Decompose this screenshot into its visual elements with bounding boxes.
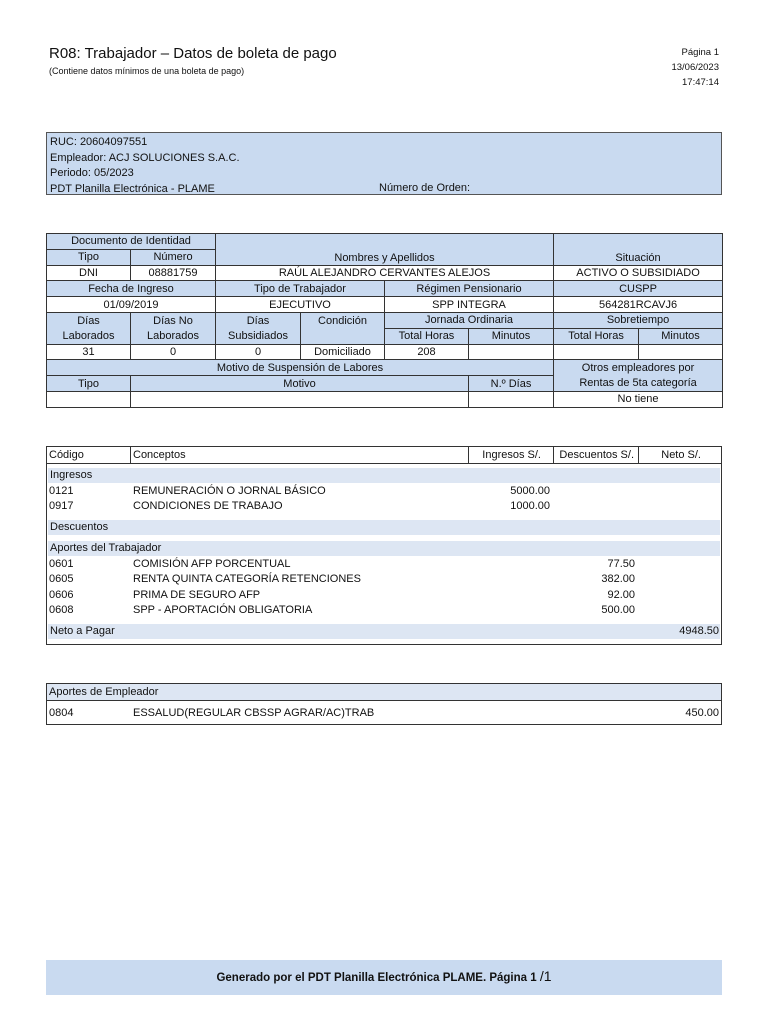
net-pay-label: Neto a Pagar <box>50 625 115 637</box>
concept-code: 0917 <box>49 500 74 512</box>
worker-type-label: Tipo de Trabajador <box>216 281 385 297</box>
worker-contributions-section <box>48 541 720 556</box>
pension-regime: SPP INTEGRA <box>385 297 554 313</box>
days-subsidized-label-2: Subsidiados <box>216 328 301 344</box>
employer-name: Empleador: ACJ SOLUCIONES S.A.C. <box>50 151 240 164</box>
ruc: RUC: 20604097551 <box>50 136 148 148</box>
income-header: Ingresos S/. <box>482 449 541 461</box>
net-pay-row <box>48 624 720 639</box>
deductions-header: Descuentos S/. <box>559 449 634 461</box>
doc-identity-label: Documento de Identidad <box>47 234 216 250</box>
employer-info-box <box>46 132 722 195</box>
worker-type: EJECUTIVO <box>216 297 385 313</box>
concept-code: 0608 <box>49 604 74 616</box>
concept-deduction: 77.50 <box>607 558 635 570</box>
concepts-header-label: Conceptos <box>133 449 186 461</box>
table-row <box>47 557 721 572</box>
days-worked-label-2: Laborados <box>47 328 131 344</box>
table-row <box>47 572 721 587</box>
concept-deduction: 500.00 <box>601 604 635 616</box>
ordinary-total-hours-label: Total Horas <box>385 328 469 344</box>
cuspp-label: CUSPP <box>554 281 723 297</box>
ordinary-total-hours: 208 <box>385 344 469 360</box>
employer-contributions-header <box>47 684 721 701</box>
suspension-days-label: N.º Días <box>469 376 554 392</box>
overtime-total-hours <box>554 344 639 360</box>
employer-contributions-title: Aportes de Empleador <box>49 686 159 698</box>
report-title: R08: Trabajador – Datos de boleta de pago <box>49 45 337 62</box>
condition-label-spacer <box>301 328 385 344</box>
ordinary-hours-label: Jornada Ordinaria <box>385 312 554 328</box>
contribution-code: 0804 <box>49 707 74 719</box>
hire-date-label: Fecha de Ingreso <box>47 281 216 297</box>
page-number: Página 1 <box>681 47 719 58</box>
pension-regime-label: Régimen Pensionario <box>385 281 554 297</box>
days-not-worked-label-1: Días No <box>131 312 216 328</box>
table-row <box>47 588 721 603</box>
days-not-worked: 0 <box>131 344 216 360</box>
code-header: Código <box>49 449 84 461</box>
deductions-section-label: Descuentos <box>50 521 109 533</box>
days-worked: 31 <box>47 344 131 360</box>
concepts-table <box>46 446 722 645</box>
concept-income: 1000.00 <box>510 500 550 512</box>
concept-deduction: 92.00 <box>607 589 635 601</box>
divider <box>130 447 131 464</box>
overtime-total-hours-label: Total Horas <box>554 328 639 344</box>
concept-code: 0601 <box>49 558 74 570</box>
worker-name: RAÚL ALEJANDRO CERVANTES ALEJOS <box>216 265 554 281</box>
report-subtitle: (Contiene datos mínimos de una boleta de pago) <box>49 66 245 76</box>
concept-name: COMISIÓN AFP PORCENTUAL <box>133 558 291 570</box>
suspension-days <box>469 391 554 407</box>
footer-text: Generado por el PDT Planilla Electrónica PLAME. Página 1 <box>216 972 540 984</box>
other-employers-label-1: Otros empleadores por <box>554 360 723 376</box>
concept-name: REMUNERACIÓN O JORNAL BÁSICO <box>133 485 326 497</box>
suspension-motive-label: Motivo <box>131 376 469 392</box>
other-employers: No tiene <box>554 391 723 407</box>
condition-label: Condición <box>301 312 385 328</box>
concept-code: 0606 <box>49 589 74 601</box>
period: Periodo: 05/2023 <box>50 167 134 179</box>
worker-contributions-label: Aportes del Trabajador <box>50 542 162 554</box>
ordinary-minutes-label: Minutos <box>469 328 554 344</box>
suspension-motive <box>131 391 469 407</box>
report-date: 13/06/2023 <box>671 62 719 73</box>
doc-type-label: Tipo <box>47 249 131 265</box>
days-worked-label-1: Días <box>47 312 131 328</box>
suspension-reason-label: Motivo de Suspensión de Labores <box>47 360 554 376</box>
net-header: Neto S/. <box>661 449 701 461</box>
concept-code: 0605 <box>49 573 74 585</box>
overtime-label: Sobretiempo <box>554 312 723 328</box>
overtime-minutes-label: Minutos <box>639 328 723 344</box>
concept-name: SPP - APORTACIÓN OBLIGATORIA <box>133 604 313 616</box>
suspension-type <box>47 391 131 407</box>
income-section <box>48 468 720 483</box>
doc-number: 08881759 <box>131 265 216 281</box>
worker-data-table <box>46 233 723 408</box>
worker-status: ACTIVO O SUBSIDIADO <box>554 265 723 281</box>
divider <box>553 447 554 464</box>
concept-code: 0121 <box>49 485 74 497</box>
concept-deduction: 382.00 <box>601 573 635 585</box>
divider <box>638 447 639 464</box>
concept-income: 5000.00 <box>510 485 550 497</box>
page-info <box>671 45 719 90</box>
days-subsidized-label-1: Días <box>216 312 301 328</box>
condition: Domiciliado <box>301 344 385 360</box>
pdt-label: PDT Planilla Electrónica - PLAME <box>50 182 215 195</box>
report-time: 17:47:14 <box>682 77 719 88</box>
cuspp: 564281RCAVJ6 <box>554 297 723 313</box>
doc-number-label: Número <box>131 249 216 265</box>
table-row <box>47 603 721 618</box>
suspension-type-label: Tipo <box>47 376 131 392</box>
overtime-minutes <box>639 344 723 360</box>
net-pay-value: 4948.50 <box>679 625 719 637</box>
deductions-section <box>48 520 720 535</box>
other-employers-label-2: Rentas de 5ta categoría <box>554 376 723 392</box>
table-row <box>47 484 721 499</box>
names-label: Nombres y Apellidos <box>216 234 554 266</box>
income-section-label: Ingresos <box>50 469 93 481</box>
doc-type: DNI <box>47 265 131 281</box>
days-not-worked-label-2: Laborados <box>131 328 216 344</box>
contribution-amount: 450.00 <box>685 707 719 719</box>
table-row <box>47 499 721 514</box>
concepts-header <box>47 447 721 464</box>
status-label: Situación <box>554 234 723 266</box>
contribution-name: ESSALUD(REGULAR CBSSP AGRAR/AC)TRAB <box>133 707 375 719</box>
hire-date: 01/09/2019 <box>47 297 216 313</box>
order-number-label: Número de Orden: <box>379 182 471 194</box>
days-subsidized: 0 <box>216 344 301 360</box>
divider <box>468 447 469 464</box>
footer-page-total: /1 <box>539 968 552 984</box>
concept-name: RENTA QUINTA CATEGORÍA RETENCIONES <box>133 573 361 585</box>
concept-name: CONDICIONES DE TRABAJO <box>133 500 283 512</box>
ordinary-minutes <box>469 344 554 360</box>
employer-contributions-table <box>46 683 722 725</box>
footer-banner <box>46 960 722 995</box>
concept-name: PRIMA DE SEGURO AFP <box>133 589 261 601</box>
